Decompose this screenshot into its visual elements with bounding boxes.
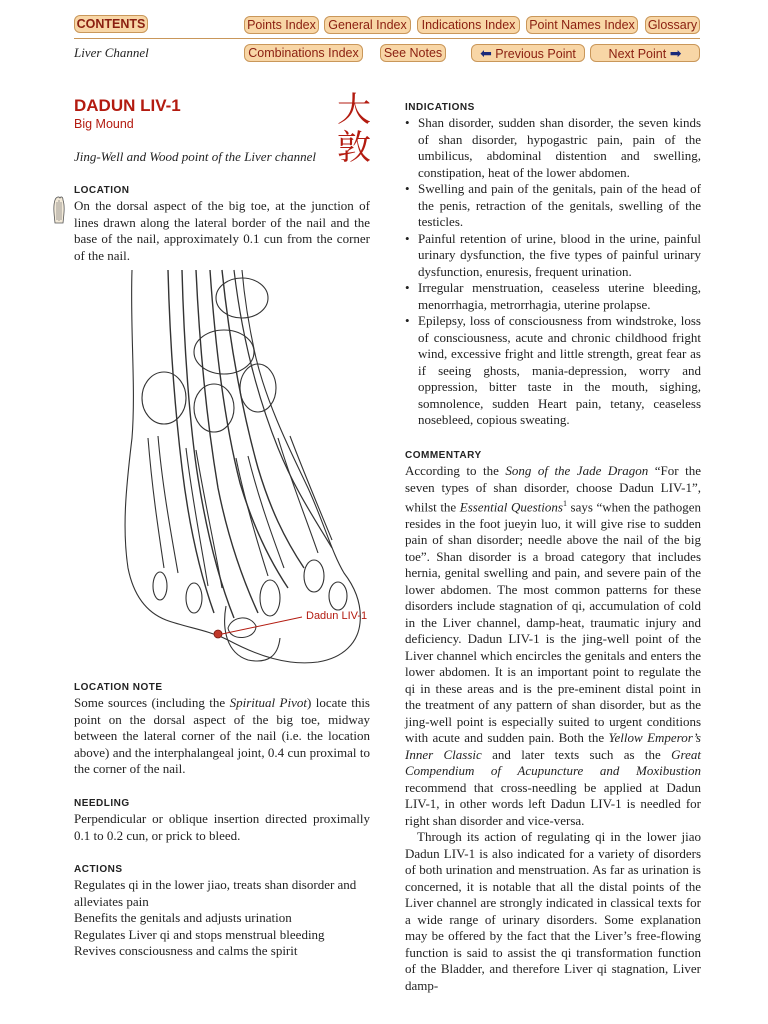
- list-item: • Irregular menstruation, ceaseless uterine bleeding, menorrhagia, metrorrhagia, uterine prolapse.: [405, 280, 701, 313]
- location-text: On the dorsal aspect of the big toe, at the junction of lines drawn along the lateral border of the nail and the base of the nail, approximately 0.1 cun from the corner of the nail.: [74, 198, 370, 263]
- location-heading: LOCATION: [74, 185, 130, 196]
- contents-button[interactable]: CONTENTS: [74, 15, 148, 33]
- needling-text: Perpendicular or oblique insertion directed proximally 0.1 to 0.2 cun, or prick to bleed.: [74, 811, 370, 843]
- list-item: Benefits the genitals and adjusts urination: [74, 910, 292, 925]
- point-english-name: Big Mound: [74, 117, 134, 131]
- location-note-text: Some sources (including the Spiritual Pivot) locate this point on the dorsal aspect of the big toe, midway between the lateral corner of the nail (i.e. the location above) and the interphalangeal joint, 0.4 cun proximal to the corner of the nail.: [74, 695, 370, 776]
- list-item: Regulates Liver qi and stops menstrual bleeding: [74, 926, 325, 942]
- previous-point-label: Previous Point: [495, 47, 576, 61]
- previous-point-button[interactable]: [471, 44, 585, 62]
- point-description: Jing-Well and Wood point of the Liver channel: [74, 149, 317, 164]
- list-item: • Swelling and pain of the genitals, pain of the head of the penis, retraction of the genitals, swelling of the testicles.: [405, 181, 701, 231]
- foot-thumbnail-icon: [52, 196, 66, 224]
- actions-list: [74, 877, 370, 960]
- combinations-index-button[interactable]: Combinations Index: [244, 44, 363, 62]
- commentary-paragraph-2: Through its action of regulating qi in the lower jiao Dadun LIV-1 is also indicated for a variety of disorders of both urination and menstruation. As far as urination is concerned, it is notable that all the distal points of the Liver channel are strongly indicated in classical texts for a wide range of urinary disorders. Some explanation may be offered by the fact that the Liver’s free-flowing function is said to assist the qi transformation function of the Bladder, and therefore Liver qi stagnation, Liver damp-: [405, 829, 701, 993]
- arrow-right-icon: ➡: [669, 45, 682, 61]
- channel-name: Liver Channel: [74, 45, 149, 60]
- nav-divider: [74, 38, 700, 39]
- point-names-index-button[interactable]: Point Names Index: [526, 16, 638, 34]
- next-point-label: Next Point: [608, 47, 667, 61]
- indications-index-button[interactable]: Indications Index: [417, 16, 520, 34]
- arrow-left-icon: ⬅: [480, 45, 492, 61]
- chinese-characters: 大敦: [337, 92, 371, 167]
- list-item: • Epilepsy, loss of consciousness from windstroke, loss of consciousness, acute and chronic childhood fright wind, excessive fright and little strength, great fear as if seeing ghosts, mania-depression, worry and oppression, bitter taste in the mouth, sighing, somnolence, sudden Heart pain, tetany, ceaseless nosebleed, copious sweating.: [405, 313, 701, 429]
- point-title: DADUN LIV-1: [74, 96, 181, 115]
- list-item: • Painful retention of urine, blood in the urine, painful urinary dysfunction, the five types of painful urinary dysfunction, enuresis, frequent urination.: [405, 231, 701, 281]
- needling-heading: NEEDLING: [74, 798, 130, 809]
- actions-heading: ACTIONS: [74, 864, 123, 875]
- general-index-button[interactable]: General Index: [324, 16, 411, 34]
- commentary-paragraph-1: According to the Song of the Jade Dragon “For the seven types of shan disorder, choose Dadun LIV-1”, whilst the Essential Questions$^1$ says “when the pathogen resides in the foot jueyin luo, it will give rise to sudden pain of shan disorder; needle above the nail of the big toe”. Shan disorder is a broad category that includes hernia, genital swelling and pain, and severe pain of the lower abdomen. The most common patterns for these disorders include stagnation of qi, accumulation of cold in the Liver channel, damp-heat, traumatic injury and deficiency. Dadun LIV-1 is the jing-well point of the Liver channel which encircles the genitals and enters the lower abdomen. It is an important point to regulate the qi in these areas and is the pre-eminent distal point in the treatment of any pattern of shan disorder, but as the jing-well point is especially suited to urgent conditions with acute and sudden pain. Both the Yellow Emperor’s Inner Classic and later texts such as the Great Compendium of Acupuncture and Moxibustion recommend that cross-needling be applied at Dadun LIV-1, in other words left Dadun LIV-1 is needled for right shan disorder and vice-versa.: [405, 463, 701, 828]
- list-item: Regulates qi in the lower jiao, treats shan disorder and alleviates pain: [74, 877, 357, 909]
- points-index-button[interactable]: Points Index: [244, 16, 319, 34]
- see-notes-button[interactable]: See Notes: [380, 44, 446, 62]
- indications-list: [405, 115, 701, 429]
- list-item: • Shan disorder, sudden shan disorder, the seven kinds of shan disorder, hypogastric pain, pain of the umbilicus, abdominal distention and swelling, constipation, heat of the lower abdomen.: [405, 115, 701, 181]
- commentary-text: [405, 463, 701, 994]
- indications-heading: INDICATIONS: [405, 102, 475, 113]
- figure-point-label: Dadun LIV-1: [306, 610, 368, 622]
- location-note-heading: LOCATION NOTE: [74, 682, 163, 693]
- next-point-button[interactable]: [590, 44, 700, 62]
- list-item: Revives consciousness and calms the spirit: [74, 943, 298, 958]
- commentary-heading: COMMENTARY: [405, 450, 482, 461]
- glossary-button[interactable]: Glossary: [645, 16, 700, 34]
